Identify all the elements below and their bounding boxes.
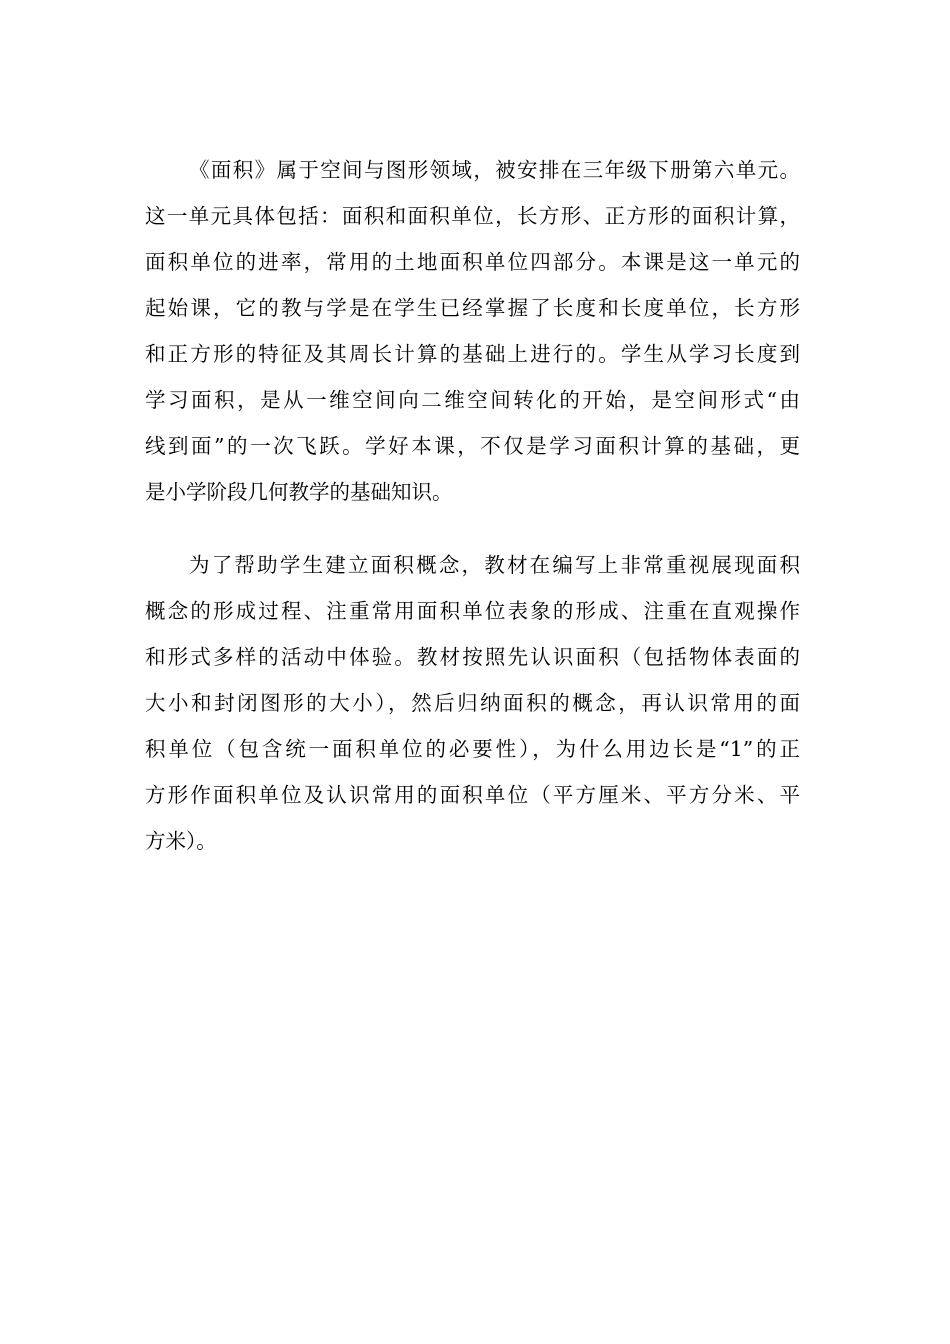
paragraph-spacer (145, 518, 800, 545)
paragraph-line: 和正方形的特征及其周长计算的基础上进行的。学生从学习长度到 (145, 342, 800, 366)
paragraph-line: 积单位（包含统一面积单位的必要性），为什么用边长是“1”的正 (145, 737, 800, 761)
paragraph-line: 概念的形成过程、注重常用面积单位表象的形成、注重在直观操作 (145, 599, 800, 623)
paragraph-line: 线到面”的一次飞跃。学好本课，不仅是学习面积计算的基础，更 (145, 434, 800, 458)
paragraph-2 (145, 545, 800, 867)
paragraph-line: 起始课，它的教与学是在学生已经掌握了长度和长度单位，长方形 (145, 296, 800, 320)
paragraph-line: 《面积》属于空间与图形领域，被安排在三年级下册第六单元。 (189, 158, 800, 182)
paragraph-line: 和形式多样的活动中体验。教材按照先认识面积（包括物体表面的 (145, 645, 800, 669)
paragraph-1 (145, 150, 800, 518)
paragraph-line: 学习面积，是从一维空间向二维空间转化的开始，是空间形式“由 (145, 388, 800, 412)
document-body (145, 150, 800, 867)
paragraph-line: 面积单位的进率，常用的土地面积单位四部分。本课是这一单元的 (145, 250, 800, 274)
paragraph-line: 方米）。 (145, 829, 217, 853)
paragraph-line: 大小和封闭图形的大小），然后归纳面积的概念，再认识常用的面 (145, 691, 800, 715)
paragraph-line: 是小学阶段几何教学的基础知识。 (145, 480, 453, 504)
paragraph-line: 方形作面积单位及认识常用的面积单位（平方厘米、平方分米、平 (145, 783, 800, 807)
paragraph-line: 这一单元具体包括：面积和面积单位，长方形、正方形的面积计算， (145, 204, 800, 228)
paragraph-line: 为了帮助学生建立面积概念，教材在编写上非常重视展现面积 (189, 553, 800, 577)
